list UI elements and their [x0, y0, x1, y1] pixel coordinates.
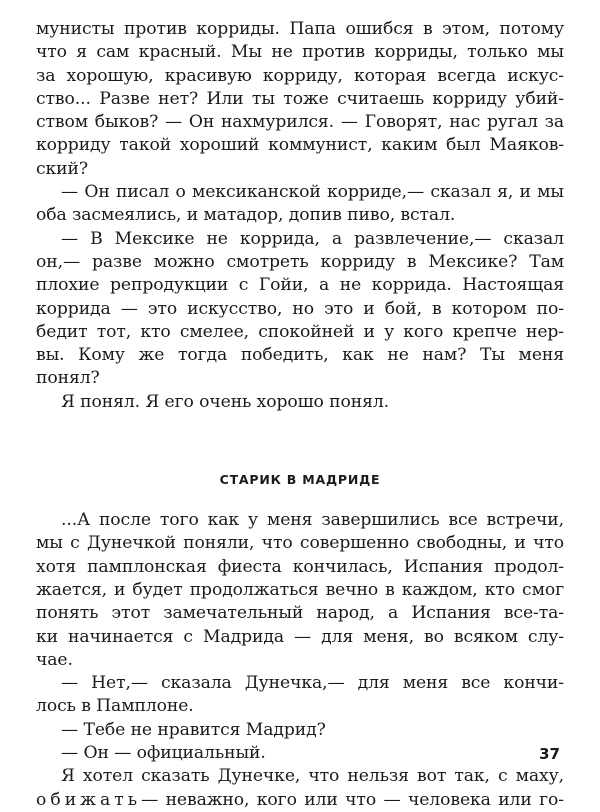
text-line-rest: — неважно, кого или что — человека или го- — [141, 789, 564, 810]
text-line: понял? — [36, 368, 100, 389]
text-line: понять этот замечательный народ, а Испания все-та- — [36, 603, 564, 624]
text-line: — Он писал о мексиканской корриде,— сказал я, и мы — [61, 182, 564, 203]
text-line: Я хотел сказать Дунечке, что нельзя вот так, с маху, — [61, 766, 564, 787]
text-line: что я сам красный. Мы не против корриды, только мы — [36, 42, 564, 63]
text-line: мунисты против корриды. Папа ошибся в этом, потому — [36, 19, 564, 39]
text-line: ...А после того как у меня завершились все встречи, — [61, 510, 564, 531]
text-line: оба засмеялись, и матадор, допив пиво, встал. — [36, 205, 456, 226]
text-line: — Тебе не нравится Мадрид? — [61, 719, 326, 740]
text-line: мы с Дунечкой поняли, что совершенно свободны, и что — [36, 533, 564, 554]
text-line: — Он — официальный. — [61, 743, 266, 764]
section-spacer — [36, 488, 564, 509]
page-number: 37 — [539, 745, 560, 763]
section-title: СТАРИК В МАДРИДЕ — [219, 472, 381, 488]
text-line: — Нет,— сказала Дунечка,— для меня все кончи- — [61, 673, 564, 694]
text-line: ки начинается с Мадрида — для меня, во всяком слу- — [36, 626, 564, 647]
text-line: ство... Разве нет? Или ты тоже считаешь корриду убий- — [36, 88, 564, 109]
text-line: бедит тот, кто смелее, спокойней и у кого крепче нер- — [36, 321, 564, 342]
text-line: лось в Памплоне. — [36, 696, 194, 717]
text-line: ством быков? — Он нахмурился. — Говорят, нас ругал за — [36, 112, 564, 133]
spaced-word: обижать — [36, 789, 142, 810]
text-line: коррида — это искусство, но это и бой, в котором по- — [36, 298, 564, 319]
text-line: корриду такой хороший коммунист, каким был Маяков- — [36, 135, 564, 156]
book-page — [36, 18, 564, 812]
text-line: Я понял. Я его очень хорошо понял. — [61, 391, 390, 412]
text-line — [36, 789, 564, 812]
section-spacer — [36, 414, 564, 472]
text-line: чае. — [36, 649, 73, 670]
text-line: за хорошую, красивую корриду, которая всегда искус- — [36, 65, 564, 86]
text-line: плохие репродукции с Гойи, а не коррида. Настоящая — [36, 275, 564, 296]
text-line: жается, и будет продолжаться вечно в каждом, кто смог — [36, 579, 564, 600]
text-line: — В Мексике не коррида, а развлечение,— сказал — [61, 228, 564, 249]
text-line: ский? — [36, 158, 88, 179]
text-line: он,— разве можно смотреть корриду в Мексике? Там — [36, 251, 564, 272]
text-line: хотя памплонская фиеста кончилась, Испания продол- — [36, 556, 564, 577]
text-line: вы. Кому же тогда победить, как не нам? Ты меня — [36, 345, 564, 366]
